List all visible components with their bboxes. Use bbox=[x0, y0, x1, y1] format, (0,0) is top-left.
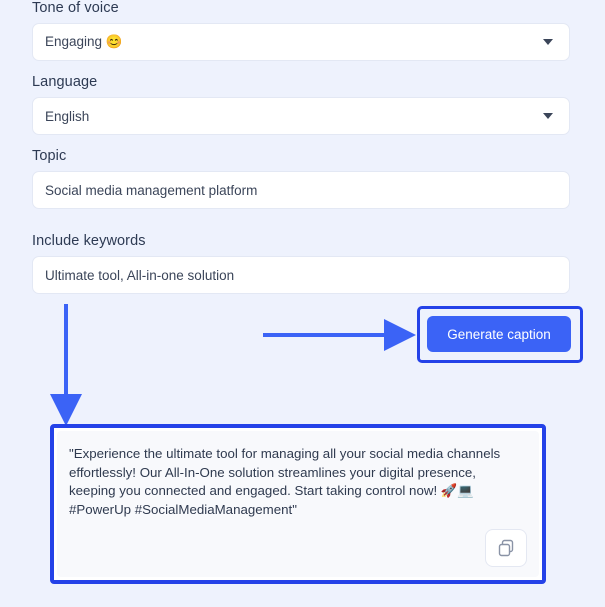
field-include-keywords bbox=[32, 233, 570, 294]
language-select[interactable] bbox=[32, 97, 570, 135]
topic-input[interactable] bbox=[32, 171, 570, 209]
copy-button[interactable] bbox=[485, 529, 527, 567]
tone-of-voice-value: Engaging 😊 bbox=[45, 34, 123, 49]
field-label-language: Language bbox=[32, 74, 98, 90]
chevron-down-icon bbox=[543, 39, 553, 45]
annotation-arrow-to-generate-button bbox=[258, 315, 418, 355]
field-language bbox=[32, 74, 570, 135]
generated-caption-text: "Experience the ultimate tool for managing all your social media channels effortlessly! Our All-In-One solution streamlines your digital presence, keeping you connected and engaged. Start taking control now! 🚀💻 #PowerUp #SocialMediaManagement" bbox=[69, 446, 504, 517]
field-tone-of-voice bbox=[32, 0, 570, 61]
field-topic bbox=[32, 148, 570, 209]
generate-caption-button[interactable]: Generate caption bbox=[427, 316, 571, 352]
annotation-arrow-to-result bbox=[44, 300, 88, 428]
topic-value: Social media management platform bbox=[45, 182, 258, 198]
include-keywords-value: Ultimate tool, All-in-one solution bbox=[45, 267, 235, 283]
language-value: English bbox=[45, 108, 90, 124]
field-label-topic: Topic bbox=[32, 148, 67, 164]
field-label-include-keywords: Include keywords bbox=[32, 233, 146, 249]
field-label-tone-of-voice: Tone of voice bbox=[32, 0, 119, 16]
chevron-down-icon bbox=[543, 113, 553, 119]
include-keywords-input[interactable] bbox=[32, 256, 570, 294]
tone-of-voice-select[interactable] bbox=[32, 23, 570, 61]
copy-icon bbox=[497, 539, 515, 557]
generated-caption-panel bbox=[57, 431, 539, 577]
